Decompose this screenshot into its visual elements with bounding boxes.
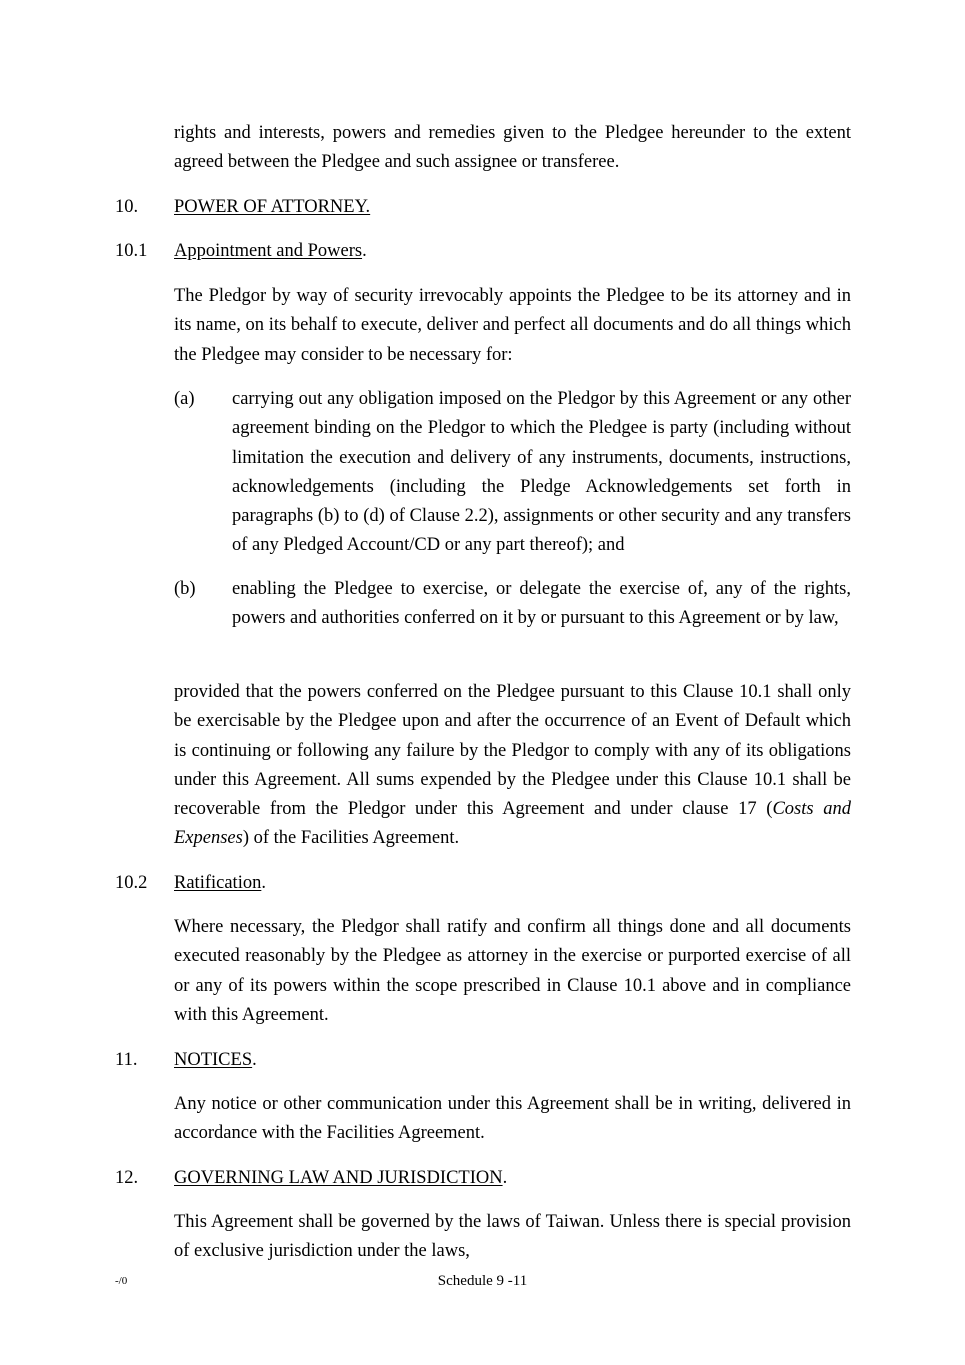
clause-10-2-text: Where necessary, the Pledgor shall ratify and confirm all things done and all documents executed reasonably by the Pledgee as attorney in the exercise or purported exercise of all or any of its powers within the scope prescribed in Clause 10.1 above and in compliance with this Agreement. xyxy=(174,917,851,1025)
clause-10-2-title-text: Ratification xyxy=(174,873,262,893)
item-a-text: carrying out any obligation imposed on the Pledgor by this Agreement or any other agreement binding on the Pledgor to which the Pledgee is party (including without limitation the execution and delivery of any instruments, documents, instructions, acknowledgements (including the Pledge Acknowledgements set forth in paragraphs (b) to (d) of Clause 2.2), assignments or other security and any transfers of any Pledged Account/CD or any part thereof); and xyxy=(232,389,851,556)
opening-paragraph: rights and interests, powers and remedies given to the Pledgee hereunder to the extent agreed between the Pledgee and such assignee or transferee. xyxy=(174,123,851,173)
item-a-label: (a) xyxy=(174,389,195,409)
item-b-text: enabling the Pledgee to exercise, or delegate the exercise of, any of the rights, powers and authorities conferred on it by or pursuant to this Agreement or by law, xyxy=(232,579,851,629)
proviso-italic-text: Costs and Expenses xyxy=(174,799,851,849)
section-10-title-text: POWER OF ATTORNEY. xyxy=(174,197,371,217)
clause-10-1-intro: The Pledgor by way of security irrevocably appoints the Pledgee to be its attorney and in its name, on its behalf to execute, deliver and perfect all documents and do all things which the Pledgee may consider to be necessary for: xyxy=(174,286,851,365)
section-12-title xyxy=(174,1164,507,1193)
footer-page-label: Schedule 9 -11 xyxy=(437,1273,528,1289)
clause-10-1-title xyxy=(174,237,367,266)
section-11-number: 11. xyxy=(115,1050,138,1070)
clause-10-1-title-text: Appointment and Powers xyxy=(174,241,363,261)
clause-10-2-title-suffix: . xyxy=(261,873,266,893)
section-11-title xyxy=(174,1046,257,1075)
footer-left-marker: -/0 xyxy=(115,1275,128,1287)
section-11-text: Any notice or other communication under this Agreement shall be in writing, delivered in accordance with the Facilities Agreement. xyxy=(174,1094,851,1144)
clause-10-2-number: 10.2 xyxy=(115,873,148,893)
section-11-title-suffix: . xyxy=(252,1050,257,1070)
section-12-number: 12. xyxy=(115,1168,139,1188)
clause-10-1-number: 10.1 xyxy=(115,241,148,261)
section-11-title-text: NOTICES xyxy=(174,1050,253,1070)
section-12-title-suffix: . xyxy=(502,1168,508,1188)
section-12-text: This Agreement shall be governed by the laws of Taiwan. Unless there is special provision of exclusive jurisdiction under the laws, xyxy=(174,1212,851,1262)
item-b-label: (b) xyxy=(174,579,196,599)
clause-10-1-title-suffix: . xyxy=(362,241,367,261)
proviso-main-text: provided that the powers conferred on the Pledgee pursuant to this Clause 10.1 shall only be exercisable by the Pledgee upon and after the occurrence of an Event of Default which is continuing or following any failure by the Pledgor to comply with any of its obligations under this Agreement. All sums expended by the Pledgee under this Clause 10.1 shall be recoverable from the Pledgor under this Agreement and under clause 17 ( xyxy=(174,682,851,820)
section-12-title-text: GOVERNING LAW AND JURISDICTION xyxy=(174,1168,503,1188)
section-10-title xyxy=(174,193,370,222)
proviso-end-text: ) of the Facilities Agreement. xyxy=(242,828,460,849)
clause-10-2-title xyxy=(174,869,266,898)
section-10-number: 10. xyxy=(115,197,139,217)
clause-10-1-proviso xyxy=(174,678,851,854)
